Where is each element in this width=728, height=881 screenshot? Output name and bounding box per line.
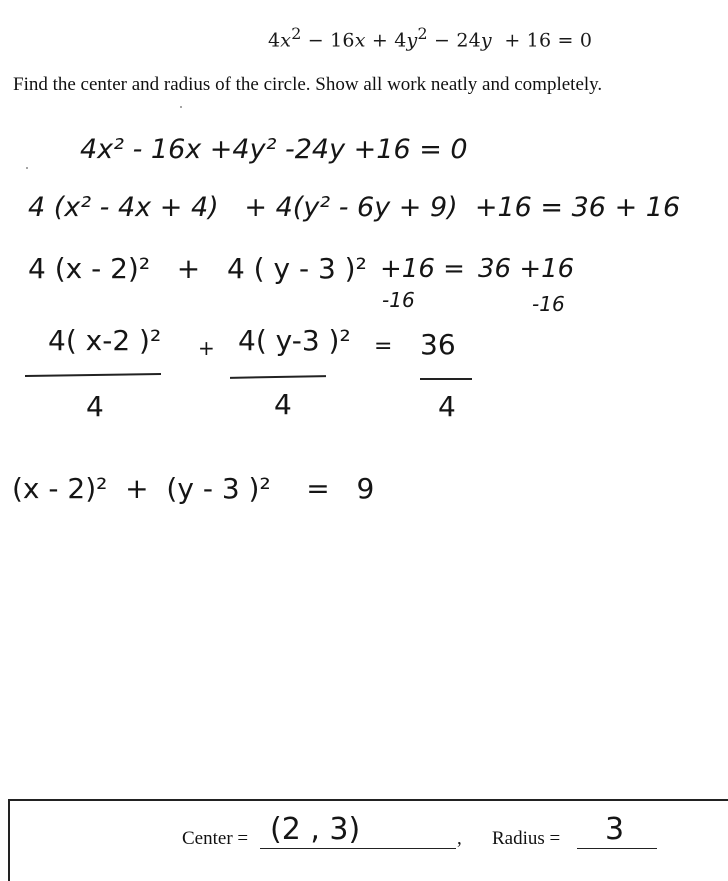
- fraction-3-denominator: 4: [438, 390, 456, 423]
- work-step-3-left: 4 (x - 2)² + 4 ( y - 3 )²: [28, 252, 367, 285]
- radius-answer-blank[interactable]: [577, 812, 657, 849]
- fraction-2-bar: [230, 375, 326, 379]
- answer-row: [0, 812, 728, 858]
- fraction-3-numerator: 36: [420, 328, 456, 361]
- fraction-1-numerator: 4( x-2 )²: [48, 324, 162, 357]
- radius-value: 3: [605, 812, 625, 847]
- work-step-1: 4x² - 16x +4y² -24y +16 = 0: [80, 134, 468, 165]
- work-step-3-right: 36 +16: [478, 254, 575, 284]
- fraction-1-denominator: 4: [86, 390, 104, 423]
- eq-var-y: y: [406, 29, 418, 52]
- instructions-text: Find the center and radius of the circle. Show all work neatly and completely.: [13, 74, 603, 95]
- fraction-2-numerator: 4( y-3 )²: [238, 324, 351, 357]
- fraction-plus-sign: +: [198, 336, 215, 360]
- center-value: (2 , 3): [270, 812, 361, 847]
- work-step-2: 4 (x² - 4x + 4) + 4(y² - 6y + 9) +16 = 36 + 16: [28, 192, 681, 223]
- work-step-5: (x - 2)² + (y - 3 )² = 9: [12, 472, 375, 505]
- eq-exp: 2: [417, 24, 428, 43]
- fraction-1-bar: [25, 373, 161, 377]
- work-step-3-mid: +16 =: [380, 254, 465, 284]
- eq-coef: 4: [268, 29, 281, 52]
- eq-var-x: x: [354, 29, 366, 52]
- fraction-3-bar: [420, 378, 472, 380]
- eq-term: − 16: [301, 29, 355, 52]
- scan-speck: [180, 106, 182, 108]
- eq-exp: 2: [291, 24, 302, 43]
- eq-var-x: x: [280, 29, 292, 52]
- answer-comma: ,: [457, 828, 462, 849]
- problem-equation: [268, 24, 592, 51]
- center-answer-blank[interactable]: [260, 812, 456, 849]
- center-label: Center =: [182, 828, 249, 849]
- work-step-3-sub-left: -16: [382, 288, 415, 312]
- scan-speck: [26, 167, 28, 169]
- radius-label: Radius =: [492, 828, 561, 849]
- work-step-3-sub-right: -16: [532, 292, 565, 316]
- eq-term: − 24: [427, 29, 481, 52]
- fraction-2-denominator: 4: [274, 388, 292, 421]
- eq-term: + 16 = 0: [491, 29, 593, 52]
- eq-term: + 4: [365, 29, 407, 52]
- eq-var-y: y: [480, 29, 492, 52]
- fraction-equals-sign: =: [374, 334, 393, 359]
